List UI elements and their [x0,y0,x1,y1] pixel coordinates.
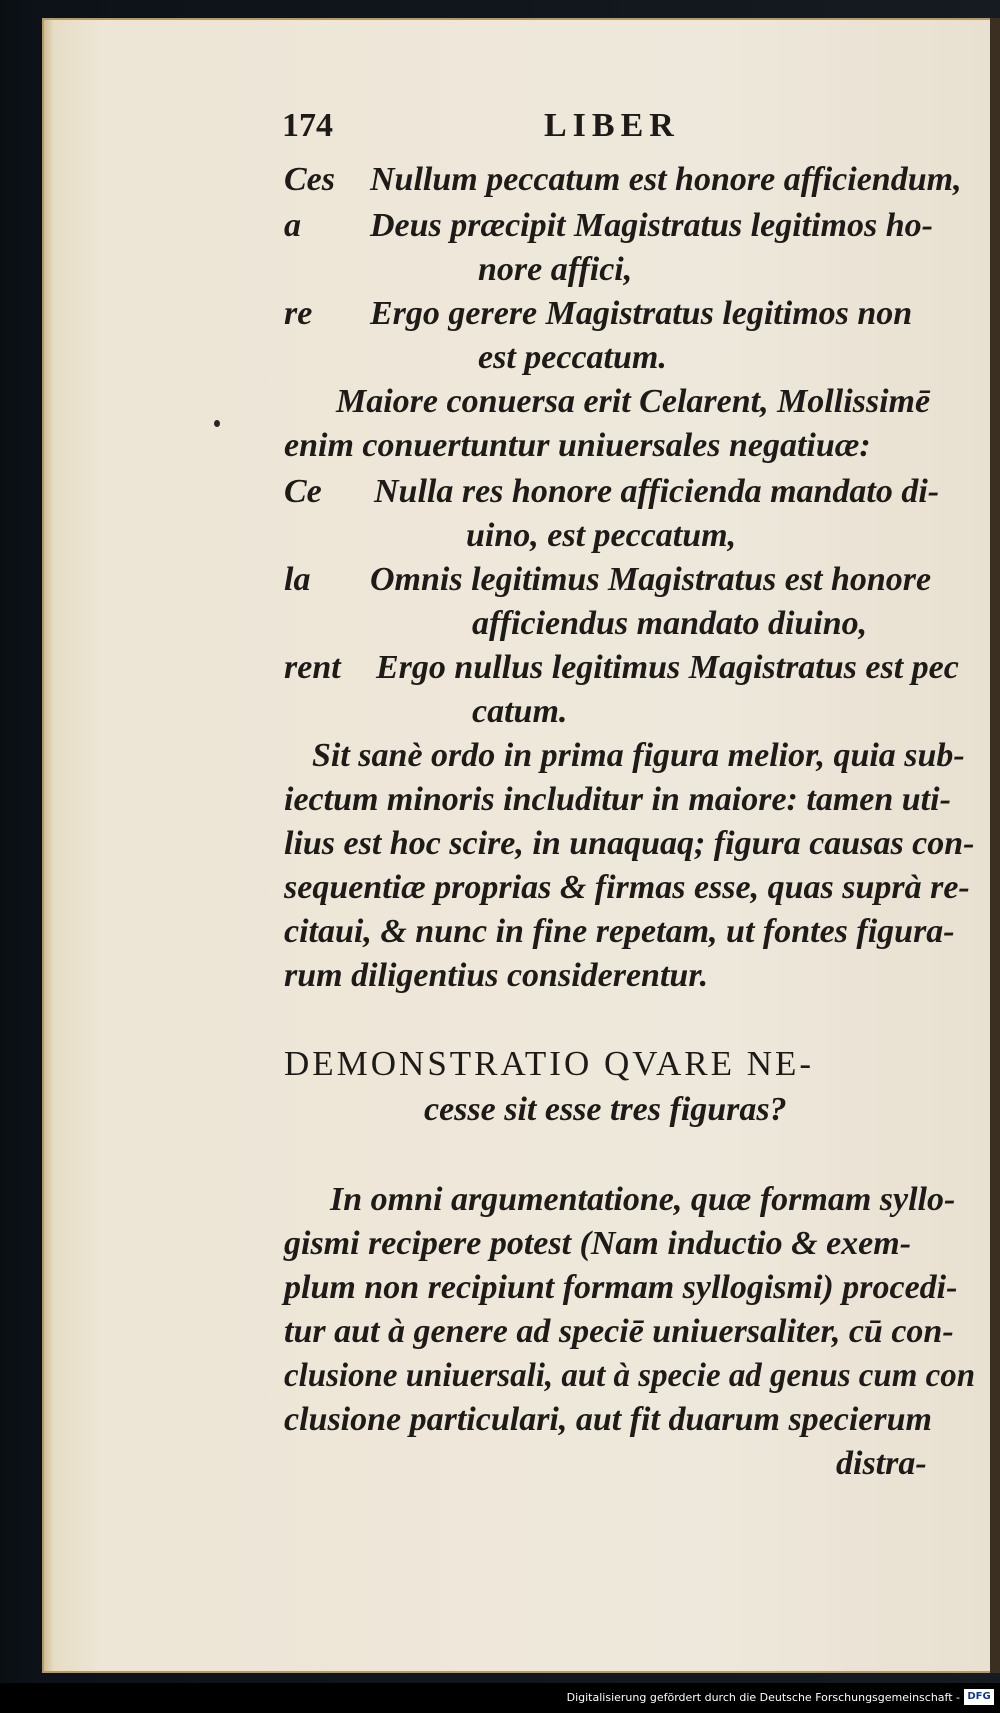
section-heading-continued: cesse sit esse tres figuras? [424,1091,787,1128]
text-line: In omni argumentatione, quæ formam syllo- [330,1181,956,1218]
premise-line: Nulla res honore afficienda mandato di- [374,473,940,510]
mnemonic-label: la [284,561,311,598]
conclusion-line: Ergo gerere Magistratus legitimos non [370,295,913,332]
text-line: enim conuertuntur uniuersales negatiuæ: [284,427,871,464]
text-line: citaui, & nunc in fine repetam, ut fontes figura- [284,913,955,950]
catchword: distra- [836,1445,927,1482]
conclusion-line: Ergo nullus legitimus Magistratus est pec [376,649,959,686]
premise-line: Deus præcipit Magistratus legitimos ho- [370,207,933,244]
mnemonic-label: re [284,295,313,332]
premise-line: uino, est peccatum, [466,517,737,554]
mnemonic-label: a [284,207,301,244]
running-title: LIBER [544,107,680,144]
conclusion-line: catum. [472,693,568,730]
premise-line: Omnis legitimus Magistratus est honore [370,561,932,598]
premise-line: afficiendus mandato diuino, [472,605,868,642]
mnemonic-label: Ces [284,161,335,198]
text-line: iectum minoris includitur in maiore: tamen uti- [284,781,951,818]
text-line: lius est hoc scire, in unaquaq; figura causas con- [284,825,975,862]
text-line: Maiore conuersa erit Celarent, Mollissimē [336,383,931,420]
dfg-logo: DFG [964,1689,994,1705]
mnemonic-label: rent [284,649,341,686]
mnemonic-label: Ce [284,473,322,510]
premise-line: Nullum peccatum est honore afficiendum, [370,161,962,198]
page-edge [990,18,1000,1673]
text-line: clusione uniuersali, aut à specie ad genus cum con [284,1357,976,1394]
text-line: rum diligentius considerentur. [284,957,709,994]
text-line: Sit sanè ordo in prima figura melior, quia sub- [312,737,965,774]
premise-line: nore affici, [478,251,633,288]
page-number: 174 [282,107,333,144]
text-line: tur aut à genere ad speciē uniuersaliter, cū con- [284,1313,954,1350]
text-line: plum non recipiunt formam syllogismi) procedi- [284,1269,958,1306]
text-line: clusione particulari, aut fit duarum specierum [284,1401,932,1438]
text-line: gismi recipere potest (Nam inductio & exem- [284,1225,912,1262]
footer-credit: Digitalisierung gefördert durch die Deutsche Forschungsgemeinschaft - [566,1691,960,1704]
text-line: sequentiæ proprias & firmas esse, quas suprà re- [284,869,970,906]
section-heading: DEMONSTRATIO QVARE NE- [284,1044,815,1083]
ink-spot [214,420,220,427]
conclusion-line: est peccatum. [478,339,667,376]
